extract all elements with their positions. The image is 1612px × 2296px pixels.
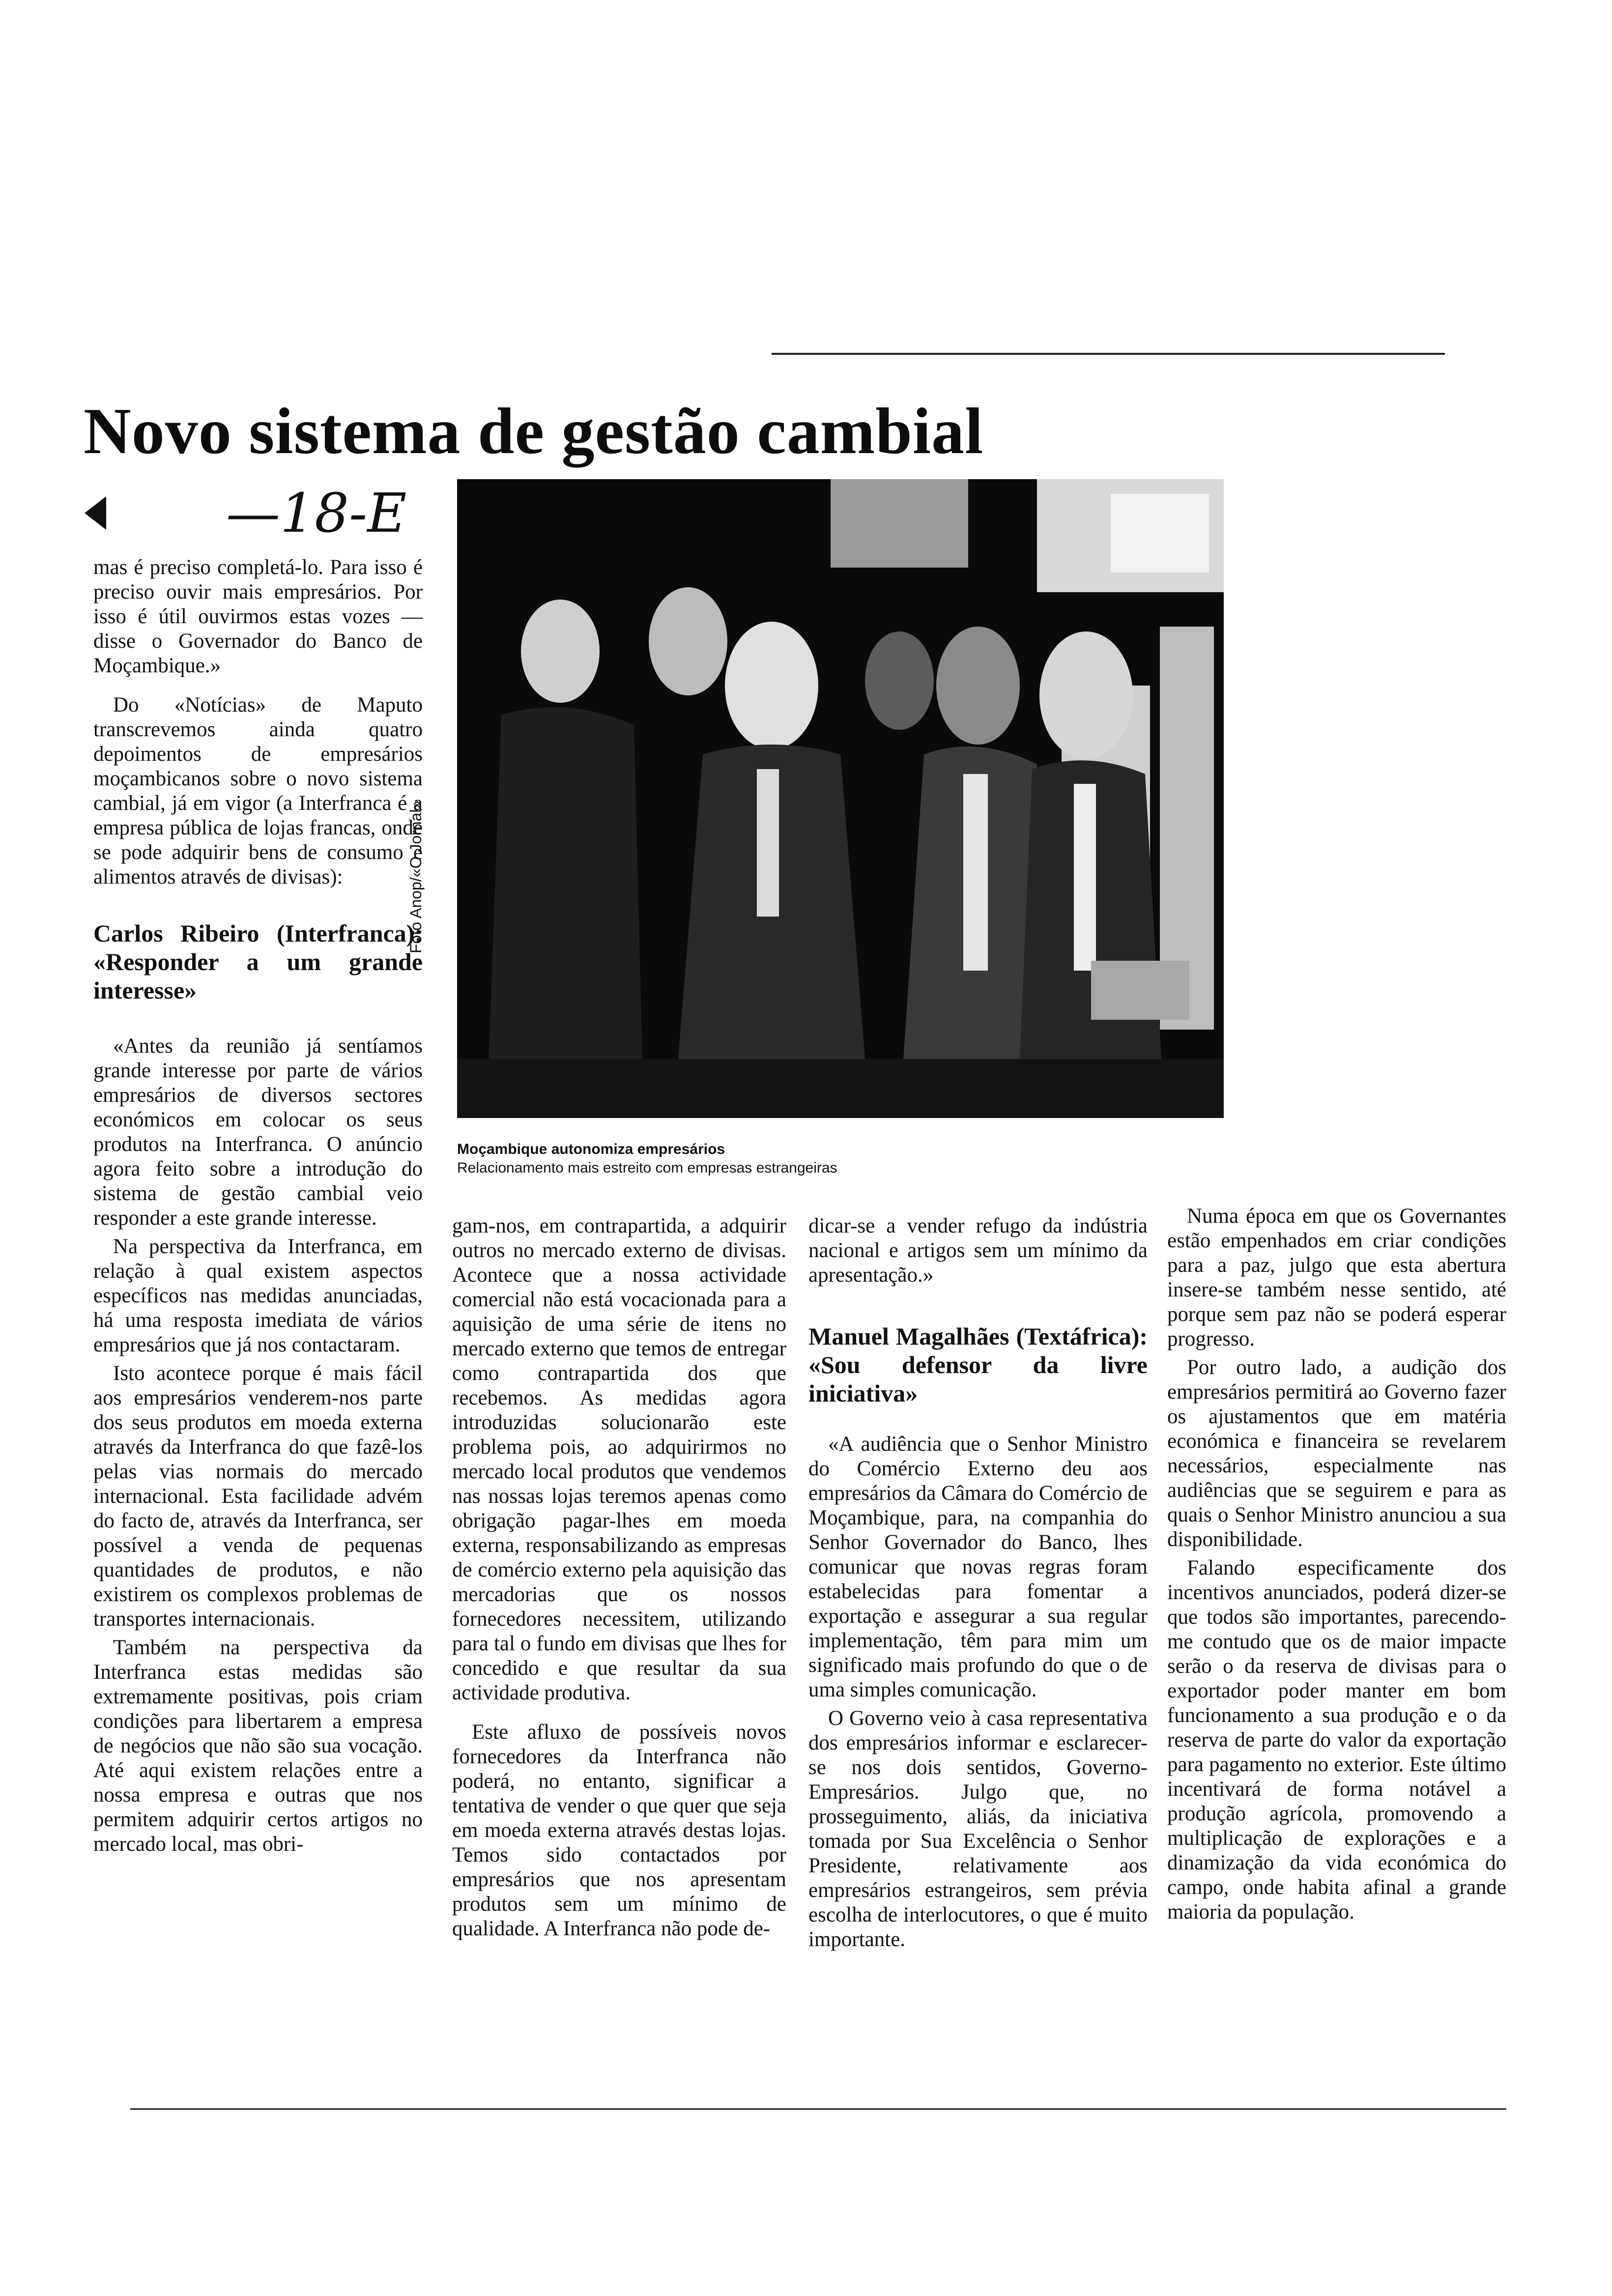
column-4-paragraph-2: Por outro lado, a audição dos empresários permitirá ao Governo fazer os ajustamentos que em matéria económica e financeira se revelarem necessários, especialmente nas audiências que se seguirem e para as quais o Senhor Ministro anunciou a sua disponibilidade. — [1167, 1356, 1506, 1551]
bottom-rule — [130, 2108, 1506, 2110]
column-1-paragraph-3: Isto acontece porque é mais fácil aos empresários venderem-nos parte dos seus produtos em moeda externa através da Interfranca do que fazê-los pelas vias normais do mercado internacional. Esta facilidade advém do facto de, através da Interfranca, ser possível a venda de pequenas quantidades de produtos, e não existirem os complexos problemas de transportes internacionais. — [93, 1362, 423, 1631]
intro-paragraph-1: mas é preciso completá-lo. Para isso é preciso ouvir mais empresários. Por isso é útil ouvirmos estas vozes — disse o Governador do Banco de Moçambique.» — [93, 556, 423, 677]
column-2 — [452, 1214, 786, 1945]
handwritten-note: —18-E — [226, 482, 407, 545]
photo-credit: Foto Anop/«O Jornal» — [407, 800, 425, 953]
headline: Novo sistema de gestão cambial — [84, 395, 984, 467]
column-1 — [93, 555, 423, 1861]
photo-caption-text: Relacionamento mais estreito com empresas estrangeiras — [457, 1160, 837, 1176]
column-1-paragraph-2: Na perspectiva da Interfranca, em relação à qual existem aspectos específicos nas medidas anunciadas, há uma resposta imediata de vários empresários que já nos contactaram. — [93, 1235, 423, 1356]
column-3-paragraph-2: O Governo veio à casa representativa dos empresários informar e esclarecer-se nos dois sentidos, Governo-Empresários. Julgo que, no prosseguimento, aliás, da iniciativa tomada por Sua Excelência o Senhor Presidente, relativamente aos empresários estrangeiros, sem prévia escolha de interlocutores, o que é muito importante. — [808, 1707, 1148, 1951]
triangle-marker-icon — [85, 496, 106, 530]
column-2-paragraph-1: gam-nos, em contrapartida, a adquirir outros no mercado externo de divisas. Acontece que a nossa actividade comercial não está vocacionada para a aquisição de uma série de itens no mercado externo que temos de entregar como contrapartida dos que recebemos. As medidas agora introduzidas solucionarão este problema pois, ao adquirirmos no mercado local produtos que vendemos nas nossas lojas teremos apenas como obrigação pagar-lhes em moeda externa, responsabilizando as empresas de comércio externo pela aquisição das mercadorias que os nossos fornecedores necessitem, utilizando para tal o fundo em divisas que lhes for concedido e que resultar da sua actividade produtiva. — [452, 1214, 786, 1704]
subhead-manuel-magalhaes: Manuel Magalhães (Textáfrica): «Sou defensor da livre iniciativa» — [808, 1322, 1148, 1407]
column-4-paragraph-3: Falando especificamente dos incentivos anunciados, poderá dizer-se que todos são importantes, parecendo-me contudo que os de maior impacte serão o da reserva de divisas para o exportador poder manter em bom funcionamento a sua produção e o da reserva de parte do valor da exportação para pagamento no exterior. Este último incentivará de forma notável a produção agrícola, promovendo a multiplicação de explorações e a dinamização da vida económica do campo, onde habita afinal a grande maioria da população. — [1167, 1556, 1506, 1923]
column-1-paragraph-1: «Antes da reunião já sentíamos grande interesse por parte de vários empresários de diversos sectores económicos em colocar os seus produtos na Interfranca. O anúncio agora feito sobre a introdução do sistema de gestão cambial veio responder a este grande interesse. — [93, 1034, 423, 1230]
photo-caption-title: Moçambique autonomiza empresários — [457, 1141, 725, 1157]
column-4-paragraph-1: Numa época em que os Governantes estão empenhados em criar condições para a paz, julgo que esta abertura insere-se também nesse sentido, até porque sem paz não se poderá esperar progresso. — [1167, 1205, 1506, 1350]
column-3-paragraph-1: «A audiência que o Senhor Ministro do Comércio Externo deu aos empresários da Câmara do Comércio de Moçambique, para, na companhia do Senhor Governador do Banco, lhes comunicar que novas regras foram estabelecidas para fomentar a exportação e assegurar a sua regular implementação, têm para mim um significado mais profundo do que o de uma simples comunicação. — [808, 1433, 1148, 1701]
subhead-carlos-ribeiro: Carlos Ribeiro (Interfranca): «Responder a um grande interesse» — [93, 919, 423, 1004]
news-photo — [457, 479, 1224, 1118]
photo-image — [457, 479, 1224, 1118]
column-3-paragraph-0: dicar-se a vender refugo da indústria nacional e artigos sem um mínimo da apresentação.» — [808, 1214, 1148, 1287]
column-3 — [808, 1214, 1148, 1956]
column-4 — [1167, 1204, 1506, 1928]
column-1-paragraph-4: Também na perspectiva da Interfranca estas medidas são extremamente positivas, pois criam condições para libertarem a empresa de negócios que não são sua vocação. Até aqui existem relações entre a nossa empresa e outras que nos permitem adquirir certos artigos no mercado local, mas obri- — [93, 1636, 423, 1856]
intro-paragraph-2: Do «Notícias» de Maputo transcrevemos ainda quatro depoimentos de empresários moçambicanos sobre o novo sistema cambial, já em vigor (a Interfranca é a empresa pública de lojas francas, onde se pode adquirir bens de consumo e alimentos através de divisas): — [93, 693, 423, 889]
top-rule — [772, 353, 1445, 355]
column-2-paragraph-2: Este afluxo de possíveis novos fornecedores da Interfranca não poderá, no entanto, significar a tentativa de vender o que quer que seja em moeda externa através destas lojas. Temos sido contactados por empresários que nos apresentam produtos sem um mínimo de qualidade. A Interfranca não pode de- — [452, 1721, 786, 1940]
